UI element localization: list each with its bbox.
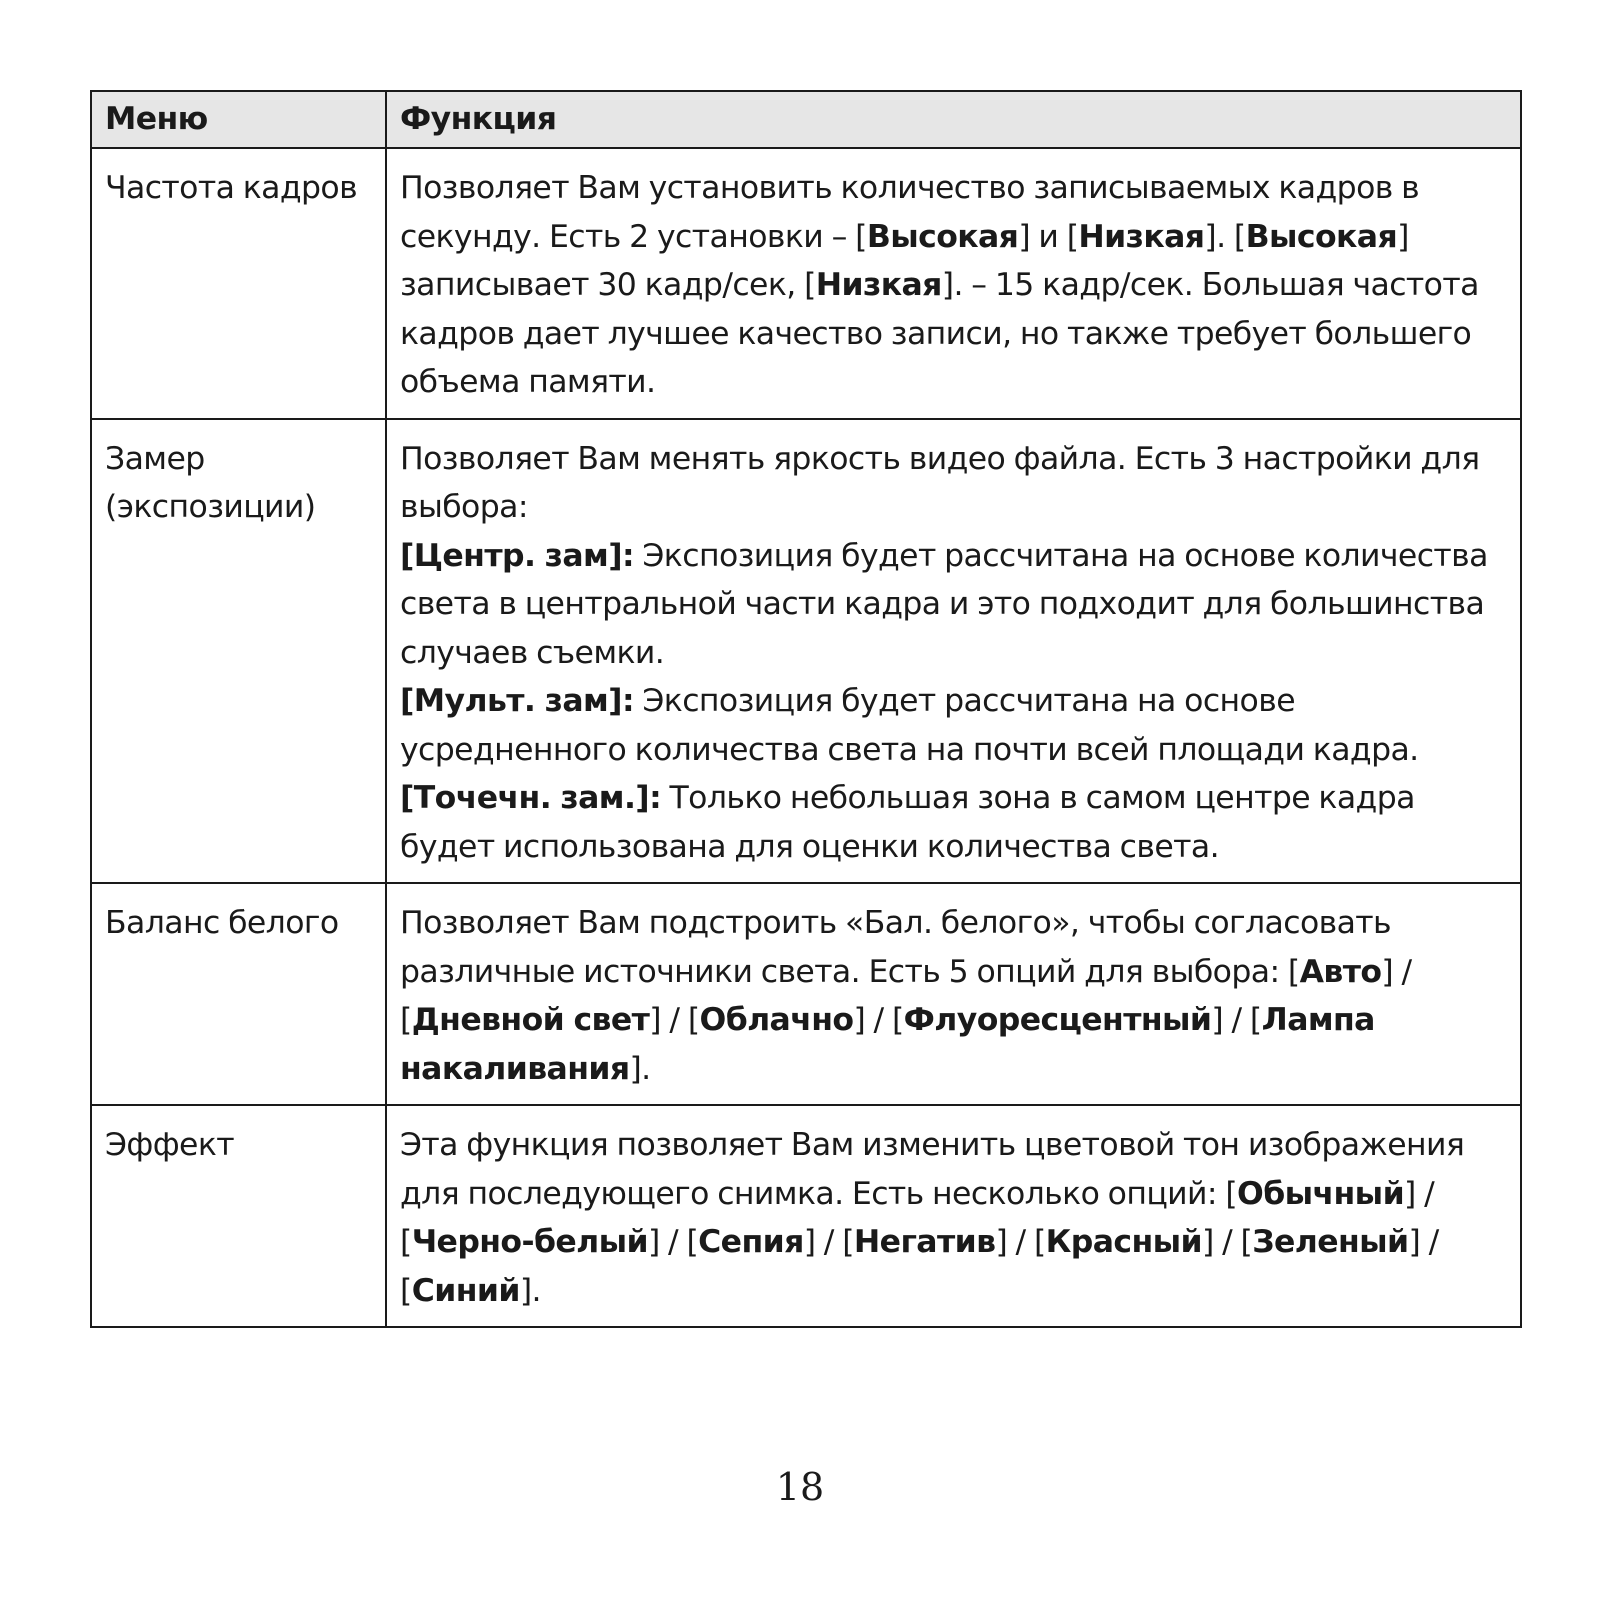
function-cell-frame-rate [386, 148, 1521, 419]
desc-intro: Позволяет Вам менять яркость видео файла. Есть 3 настройки для выбора: [400, 440, 1480, 525]
desc-intro: Эта функция позволяет Вам изменить цветовой тон изображения для последующего снимка. Есть несколько опций: [400, 1127, 1465, 1212]
table-row [91, 883, 1521, 1105]
menu-label: Эффект [105, 1127, 235, 1163]
table-row [91, 148, 1521, 419]
menu-label: Замер [105, 440, 205, 477]
table-row [91, 1105, 1521, 1327]
metering-option [400, 532, 1512, 678]
table-row [91, 419, 1521, 884]
function-cell-effect: Эта функция позволяет Вам изменить цветовой тон изображения для последующего снимка. Есть несколько опций: [Обычный] / [Черно-белый] / [Сепия] / [Негатив] / [Красный] / [Зеленый] / [Синий]. [386, 1105, 1521, 1327]
option: Обычный [1237, 1175, 1405, 1212]
menu-label: Баланс белого [105, 905, 339, 941]
header-menu: Меню [91, 91, 386, 148]
menu-cell-frame-rate [91, 148, 386, 419]
function-cell-metering [386, 419, 1521, 884]
option: Зеленый [1252, 1224, 1409, 1260]
function-cell-white-balance: Позволяет Вам подстроить «Бал. белого», чтобы согласовать различные источники света. Есть 5 опций для выбора: [Авто] / [Дневной свет] / [Облачно] / [Флуоресцентный] / [Лампа накаливания]. [386, 883, 1521, 1105]
page-number: 18 [775, 1465, 825, 1509]
desc-text: ] и [ [1018, 218, 1079, 255]
option: Сепия [698, 1224, 804, 1260]
desc-text: ]. [ [1204, 218, 1246, 255]
option: Флуоресцентный [903, 1002, 1212, 1038]
option: Черно-белый [411, 1224, 648, 1260]
option: Синий [411, 1272, 520, 1309]
menu-label: Частота кадров [105, 170, 358, 206]
table-header-row [91, 91, 1521, 148]
option: Негатив [853, 1224, 996, 1260]
menu-cell-white-balance [91, 883, 386, 1105]
desc-text: Позволяет Вам установить количество записываемых кадров в секунду. Есть 2 установки – [ [400, 170, 1420, 255]
menu-label-sub: (экспозиции) [105, 489, 316, 525]
option-high: Высокая [1245, 218, 1398, 255]
option-label: [Центр. зам]: [400, 537, 634, 574]
option-low: Низкая [1078, 218, 1205, 255]
option: Лампа накаливания [400, 1002, 1375, 1087]
metering-option [400, 774, 1512, 871]
option-low: Низкая [815, 267, 942, 303]
option: Дневной свет [411, 1002, 650, 1038]
option-text: Экспозиция будет рассчитана на основе усредненного количества света на почти всей площади кадра. [400, 683, 1419, 768]
menu-cell-metering [91, 419, 386, 884]
option: Облачно [699, 1002, 854, 1038]
desc-text: ]. – 15 кадр/сек. Большая частота кадров дает лучшее качество записи, но также требует большего объема памяти. [400, 267, 1479, 400]
desc-intro: Позволяет Вам подстроить «Бал. белого», чтобы согласовать различные источники света. Есть 5 опций для выбора: [400, 905, 1392, 990]
metering-option [400, 677, 1512, 774]
desc-text: ] записывает 30 кадр/сек, [ [400, 218, 1409, 303]
option-text: Только небольшая зона в самом центре кадра будет использована для оценки количества света. [400, 780, 1415, 865]
menu-cell-effect [91, 1105, 386, 1327]
header-function: Функция [386, 91, 1521, 148]
option-label: [Мульт. зам]: [400, 683, 634, 719]
option-text: Экспозиция будет рассчитана на основе количества света в центральной части кадра и это подходит для большинства случаев съемки. [400, 537, 1488, 671]
option: Авто [1299, 953, 1382, 990]
option: Красный [1045, 1224, 1203, 1260]
menu-function-table [90, 90, 1522, 1328]
option-label: [Точечн. зам.]: [400, 780, 662, 816]
option-high: Высокая [866, 218, 1019, 255]
